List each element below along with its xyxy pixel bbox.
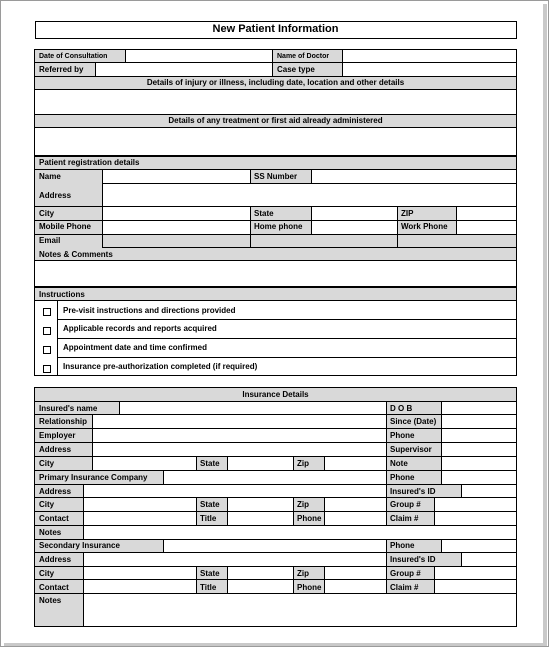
name-field[interactable] (103, 170, 250, 183)
checkbox-records[interactable] (43, 327, 51, 335)
secondary-insurance-field[interactable] (164, 540, 386, 552)
secondary-group-field[interactable] (435, 567, 516, 579)
primary-zip-label: Zip (297, 500, 309, 509)
ss-number-label: SS Number (254, 172, 298, 181)
insurance-heading: Insurance Details (242, 390, 309, 399)
primary-notes-field[interactable] (84, 526, 516, 539)
primary-contact-label: Contact (39, 514, 69, 523)
primary-claim-label: Claim # (390, 514, 419, 523)
ss-number-field[interactable] (312, 170, 516, 183)
employer-label: Employer (39, 431, 76, 440)
employer-address-field[interactable] (93, 443, 386, 456)
secondary-zip-label: Zip (297, 569, 309, 578)
primary-insureds-id-field[interactable] (462, 485, 516, 497)
primary-insureds-id-label: Insured's ID (390, 487, 436, 496)
notes-comments-field[interactable] (35, 261, 516, 286)
secondary-address-label: Address (39, 555, 72, 564)
checkbox-previsit[interactable] (43, 308, 51, 316)
primary-city-label: City (39, 500, 55, 509)
case-type-label: Case type (277, 65, 315, 74)
injury-details-heading: Details of injury or illness, including date, location and other details (146, 78, 405, 87)
employer-zip-label: Zip (297, 459, 309, 468)
home-phone-label: Home phone (254, 222, 303, 231)
state-field[interactable] (312, 207, 397, 220)
home-phone-field[interactable] (312, 221, 397, 234)
primary-title-label: Title (200, 514, 217, 523)
primary-notes-label: Notes (39, 528, 62, 537)
zip-field[interactable] (457, 207, 516, 220)
secondary-contact-label: Contact (39, 583, 69, 592)
secondary-contact-phone-field[interactable] (325, 580, 386, 593)
employer-address-label: Address (39, 445, 72, 454)
secondary-claim-field[interactable] (435, 580, 516, 593)
address-field[interactable] (103, 184, 516, 206)
relationship-field[interactable] (93, 415, 386, 428)
checkbox-preauth[interactable] (43, 365, 51, 373)
secondary-title-field[interactable] (228, 580, 293, 593)
supervisor-label: Supervisor (390, 445, 432, 454)
employer-phone-label: Phone (390, 431, 415, 440)
primary-state-label: State (200, 500, 220, 509)
email-label: Email (39, 236, 61, 245)
case-type-field[interactable] (343, 63, 516, 76)
checkbox-appointment[interactable] (43, 346, 51, 354)
primary-city-field[interactable] (84, 498, 196, 511)
secondary-title-label: Title (200, 583, 217, 592)
primary-phone-label: Phone (390, 473, 415, 482)
primary-group-label: Group # (390, 500, 421, 509)
primary-address-field[interactable] (84, 485, 386, 497)
secondary-city-label: City (39, 569, 55, 578)
header-band (35, 288, 516, 300)
insureds-name-field[interactable] (120, 402, 386, 414)
name-label: Name (39, 172, 61, 181)
city-label: City (39, 209, 55, 218)
work-phone-label: Work Phone (401, 222, 448, 231)
secondary-city-field[interactable] (84, 567, 196, 579)
page-title: New Patient Information (212, 23, 339, 35)
notes-comments-label: Notes & Comments (39, 250, 113, 259)
insureds-name-label: Insured's name (39, 404, 98, 413)
treatment-details-heading: Details of any treatment or first aid already administered (168, 116, 383, 125)
email-field[interactable] (103, 235, 516, 247)
employer-city-label: City (39, 459, 55, 468)
employer-zip-field[interactable] (325, 457, 386, 470)
page-shadow (543, 4, 547, 645)
dob-field[interactable] (442, 402, 516, 414)
primary-contact-field[interactable] (84, 512, 196, 525)
employer-state-label: State (200, 459, 220, 468)
dob-label: D O B (390, 404, 413, 413)
primary-state-field[interactable] (228, 498, 293, 511)
referred-by-label: Referred by (39, 65, 84, 74)
secondary-insurance-label: Secondary Insurance (39, 541, 120, 550)
date-of-consultation-field[interactable] (126, 50, 272, 62)
name-of-doctor-label: Name of Doctor (277, 53, 330, 60)
referred-by-field[interactable] (96, 63, 272, 76)
instructions-heading: Instructions (39, 290, 85, 299)
primary-contact-phone-field[interactable] (325, 512, 386, 525)
since-date-label: Since (Date) (390, 417, 437, 426)
injury-details-field[interactable] (35, 90, 516, 114)
primary-phone-field[interactable] (442, 471, 516, 484)
instruction-item: Applicable records and reports acquired (63, 324, 217, 333)
mobile-phone-field[interactable] (103, 221, 250, 234)
primary-claim-field[interactable] (435, 512, 516, 525)
primary-title-field[interactable] (228, 512, 293, 525)
secondary-contact-field[interactable] (84, 580, 196, 593)
date-of-consultation-label: Date of Consultation (39, 53, 108, 60)
work-phone-field[interactable] (457, 221, 516, 234)
city-field[interactable] (103, 207, 250, 220)
primary-group-field[interactable] (435, 498, 516, 511)
secondary-notes-field[interactable] (84, 594, 516, 626)
treatment-details-field[interactable] (35, 128, 516, 155)
name-of-doctor-field[interactable] (343, 50, 516, 62)
note-field[interactable] (442, 457, 516, 470)
employer-field[interactable] (93, 429, 386, 442)
since-date-field[interactable] (442, 415, 516, 428)
employer-city-field[interactable] (93, 457, 196, 470)
secondary-group-label: Group # (390, 569, 421, 578)
instruction-item: Insurance pre-authorization completed (if required) (63, 362, 258, 371)
secondary-contact-phone-label: Phone (297, 583, 322, 592)
employer-state-field[interactable] (228, 457, 293, 470)
secondary-insureds-id-field[interactable] (462, 553, 516, 566)
primary-zip-field[interactable] (325, 498, 386, 511)
secondary-claim-label: Claim # (390, 583, 419, 592)
primary-company-field[interactable] (164, 471, 386, 484)
relationship-label: Relationship (39, 417, 88, 426)
registration-heading: Patient registration details (39, 158, 140, 167)
employer-phone-field[interactable] (442, 429, 516, 442)
primary-company-label: Primary Insurance Company (39, 473, 148, 482)
primary-address-label: Address (39, 487, 72, 496)
instruction-item: Pre-visit instructions and directions provided (63, 306, 236, 315)
secondary-insureds-id-label: Insured's ID (390, 555, 436, 564)
secondary-state-label: State (200, 569, 220, 578)
secondary-phone-field[interactable] (442, 540, 516, 552)
secondary-state-field[interactable] (228, 567, 293, 579)
primary-contact-phone-label: Phone (297, 514, 322, 523)
page-shadow (4, 643, 547, 646)
zip-label: ZIP (401, 209, 414, 218)
note-label: Note (390, 459, 408, 468)
state-label: State (254, 209, 274, 218)
secondary-address-field[interactable] (84, 553, 386, 566)
secondary-zip-field[interactable] (325, 567, 386, 579)
instruction-item: Appointment date and time confirmed (63, 343, 208, 352)
address-label: Address (39, 191, 72, 200)
supervisor-field[interactable] (442, 443, 516, 456)
secondary-phone-label: Phone (390, 541, 415, 550)
secondary-notes-label: Notes (39, 596, 62, 605)
mobile-phone-label: Mobile Phone (39, 222, 91, 231)
